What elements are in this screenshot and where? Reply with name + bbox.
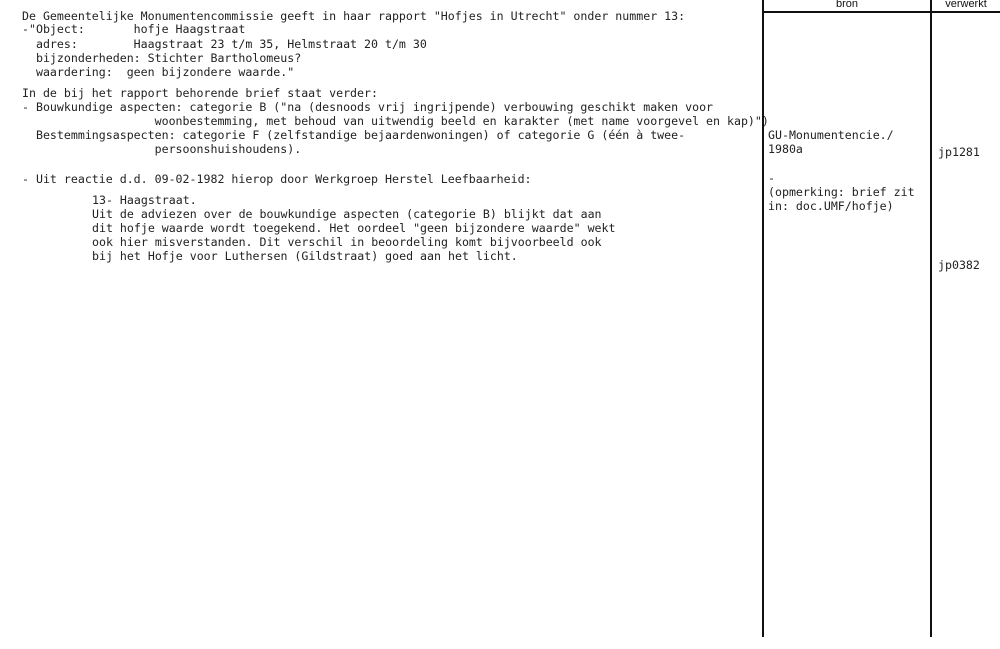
header-underline bbox=[763, 11, 1000, 13]
quote-line-4: bij het Hofje voor Luthersen (Gildstraat) goed aan het licht. bbox=[92, 249, 518, 263]
reactie-line: - Uit reactie d.d. 09-02-1982 hierop door Werkgroep Herstel Leefbaarheid: bbox=[22, 172, 532, 186]
bron-entry-2-dash: - bbox=[768, 171, 775, 185]
quote-line-2: dit hofje waarde wordt toegekend. Het oordeel "geen bijzondere waarde" wekt bbox=[92, 221, 616, 235]
bron-entry-1-line-2: 1980a bbox=[768, 142, 803, 156]
object-line: -"Object: hofje Haagstraat bbox=[22, 22, 246, 36]
bouwkundige-line-1: - Bouwkundige aspecten: categorie B ("na (desnoods vrij ingrijpende) verbouwing geschikt maken voor bbox=[22, 100, 714, 114]
column-header-verwerkt: verwerkt bbox=[945, 0, 987, 10]
bron-entry-2-line-1: (opmerking: brief zit bbox=[768, 185, 915, 199]
bestemming-line-2: persoonshuishoudens). bbox=[22, 142, 302, 156]
bouwkundige-line-2: woonbestemming, met behoud van uitwendig beeld en karakter (met name voorgevel en kap)") bbox=[22, 114, 769, 128]
bron-entry-2-line-2: in: doc.UMF/hofje) bbox=[768, 199, 894, 213]
column-header-bron: bron bbox=[835, 0, 859, 10]
quote-heading: 13- Haagstraat. bbox=[92, 193, 197, 207]
quote-line-3: ook hier misverstanden. Dit verschil in beoordeling komt bijvoorbeeld ook bbox=[92, 235, 602, 249]
column-divider-bron bbox=[762, 0, 764, 637]
adres-line: adres: Haagstraat 23 t/m 35, Helmstraat 20 t/m 30 bbox=[22, 37, 427, 51]
bestemming-line-1: Bestemmingsaspecten: categorie F (zelfstandige bejaardenwoningen) of categorie G (één à twee- bbox=[22, 128, 686, 142]
column-divider-verwerkt bbox=[930, 0, 932, 637]
verwerkt-entry-1: jp1281 bbox=[938, 145, 980, 159]
quote-line-1: Uit de adviezen over de bouwkundige aspecten (categorie B) blijkt dat aan bbox=[92, 207, 602, 221]
intro-line: De Gemeentelijke Monumentencommissie geeft in haar rapport "Hofjes in Utrecht" onder nummer 13: bbox=[22, 9, 686, 23]
brief-intro-line: In de bij het rapport behorende brief staat verder: bbox=[22, 86, 378, 100]
bron-entry-1-line-1: GU-Monumentencie./ bbox=[768, 128, 894, 142]
verwerkt-entry-2: jp0382 bbox=[938, 258, 980, 272]
waardering-line: waardering: geen bijzondere waarde." bbox=[22, 65, 295, 79]
bijzonderheden-line: bijzonderheden: Stichter Bartholomeus? bbox=[22, 51, 302, 65]
